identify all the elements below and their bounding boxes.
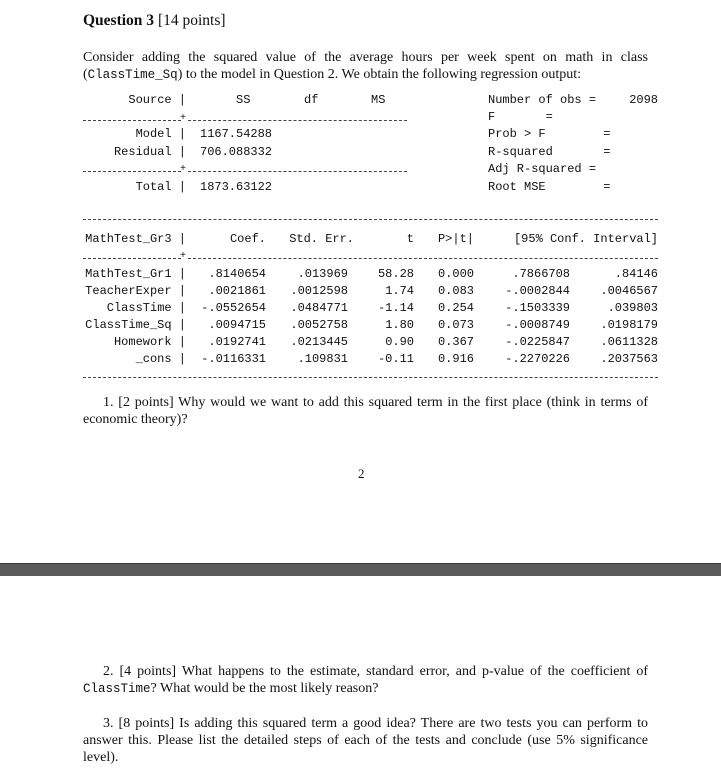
question-title: Question 3 (83, 12, 155, 29)
anova-rule-2-cross: + (180, 164, 187, 175)
coef-row-p: 0.916 (437, 352, 474, 366)
coef-row-coef: -.0552654 (201, 301, 266, 315)
anova-rule-2a (83, 171, 181, 172)
subquestion-3: 3. [8 points] Is adding this squared term a good idea? There are two tests you can perform to answer this. Please list the detailed steps of each of the tests and conclude (use 5% significance level). (83, 716, 648, 765)
coef-header-se: Std. Err. (289, 232, 354, 246)
page-number: 2 (358, 466, 365, 481)
coef-row-var: ClassTime_Sq | (85, 318, 186, 332)
anova-header-source: Source | (128, 93, 186, 107)
stat-rmse-label: Root MSE = (488, 180, 611, 194)
coef-header-ci: [95% Conf. Interval] (513, 232, 658, 246)
coef-row-ci-hi: .039803 (607, 301, 658, 315)
coef-row-t: -1.14 (377, 301, 414, 315)
coef-row-p: 0.000 (437, 267, 474, 281)
subquestion-1: 1. [2 points] Why would we want to add this squared term in the first place (think in terms of economic theory)? (83, 395, 648, 427)
anova-header-ss: SS (236, 93, 251, 107)
anova-rule-1a (83, 120, 181, 121)
coef-rule-top (83, 219, 658, 220)
anova-header-ms: MS (371, 93, 386, 107)
coef-row-ci-hi: .0611328 (600, 335, 658, 349)
anova-row-model-label: Model | (135, 127, 186, 141)
anova-row-total-ss: 1873.63122 (200, 180, 273, 194)
anova-row-residual-ss: 706.088332 (200, 145, 273, 159)
coef-rule-mid-b (188, 258, 658, 259)
coef-row-ci-lo: -.1503339 (505, 301, 570, 315)
stat-probf-label: Prob > F = (488, 127, 611, 141)
coef-header-coef: Coef. (229, 232, 266, 246)
coef-row-var: MathTest_Gr1 | (85, 267, 186, 281)
coef-row-ci-lo: -.0002844 (505, 284, 570, 298)
coef-row-ci-lo: -.0008749 (505, 318, 570, 332)
anova-row-model-ss: 1167.54288 (200, 127, 273, 141)
page-bottom (0, 576, 721, 770)
stat-nobs-label: Number of obs = (488, 93, 597, 107)
coef-row-ci-lo: .7866708 (512, 267, 570, 281)
coef-row-ci-hi: .2037563 (600, 352, 658, 366)
coef-row-t: 1.74 (385, 284, 414, 298)
coef-header-p: P>|t| (437, 232, 474, 246)
coef-row-ci-lo: -.2270226 (505, 352, 570, 366)
coef-row-var: _cons | (135, 352, 186, 366)
anova-rule-1-cross: + (180, 113, 187, 124)
coef-row-se: .0213445 (290, 335, 348, 349)
coef-row-se: .0012598 (290, 284, 348, 298)
coef-rule-mid-cross: + (180, 251, 187, 262)
stat-adjrsq-label: Adj R-squared = (488, 162, 597, 176)
q2-variable: ClassTime (83, 682, 151, 696)
coef-row-coef: .0021861 (208, 284, 266, 298)
coef-row-t: -0.11 (377, 352, 414, 366)
subquestion-2: 2. [4 points] What happens to the estimate, standard error, and p-value of the coefficient of ClassTime? What would be the most likely reason? (83, 664, 648, 696)
coef-row-p: 0.083 (437, 284, 474, 298)
coef-row-var: ClassTime | (106, 301, 186, 315)
coef-row-ci-hi: .0198179 (600, 318, 658, 332)
stat-nobs-value: 2098 (629, 93, 658, 107)
coef-rule-bottom (83, 377, 658, 378)
coef-row-t: 1.80 (385, 318, 414, 332)
question-points: [14 points] (157, 12, 226, 29)
coef-header-t: t (406, 232, 414, 246)
question-intro: Consider adding the squared value of the average hours per week spent on math in class (ClassTime_Sq) to the model in Question 2. We obtain the following regression output: (83, 50, 648, 82)
coef-row-se: .013969 (297, 267, 348, 281)
coef-row-se: .0484771 (290, 301, 348, 315)
coef-row-coef: .0192741 (208, 335, 266, 349)
anova-header-df: df (304, 93, 319, 107)
coef-row-coef: -.0116331 (201, 352, 266, 366)
coef-row-ci-hi: .84146 (614, 267, 658, 281)
coef-row-var: TeacherExper | (85, 284, 186, 298)
anova-row-residual-label: Residual | (113, 145, 186, 159)
coef-row-coef: .8140654 (208, 267, 266, 281)
intro-variable: ClassTime_Sq (87, 68, 178, 82)
coef-row-ci-lo: -.0225847 (505, 335, 570, 349)
coef-row-p: 0.254 (437, 301, 474, 315)
coef-row-coef: .0094715 (208, 318, 266, 332)
anova-rule-2b (188, 171, 407, 172)
anova-rule-1b (188, 120, 407, 121)
coef-row-t: 0.90 (385, 335, 414, 349)
page-separator (0, 563, 721, 576)
stat-rsq-label: R-squared = (488, 145, 611, 159)
coef-row-t: 58.28 (377, 267, 414, 281)
anova-row-total-label: Total | (135, 180, 186, 194)
coef-rule-mid-a (83, 258, 181, 259)
coef-header-dep: MathTest_Gr3 | (85, 232, 186, 246)
coef-row-se: .0052758 (290, 318, 348, 332)
coef-row-p: 0.073 (437, 318, 474, 332)
coef-row-ci-hi: .0046567 (600, 284, 658, 298)
stat-f-label: F = (488, 110, 553, 124)
coef-row-p: 0.367 (437, 335, 474, 349)
coef-row-se: .109831 (297, 352, 348, 366)
coef-row-var: Homework | (113, 335, 186, 349)
